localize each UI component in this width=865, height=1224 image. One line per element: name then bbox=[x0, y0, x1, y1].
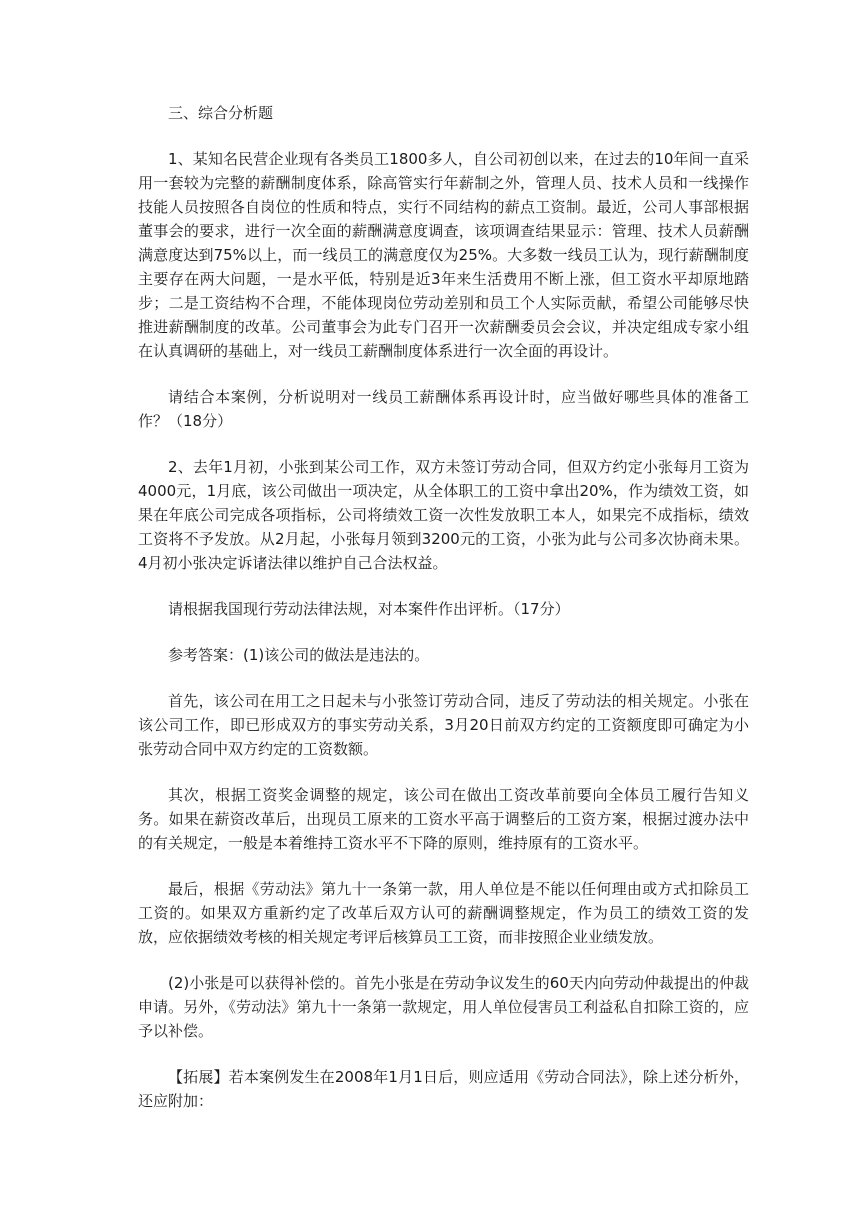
question-1-paragraph: 请结合本案例，分析说明对一线员工薪酬体系再设计时，应当做好哪些具体的准备工作？（18分） bbox=[138, 388, 749, 430]
case-1-paragraph: 1、某知名民营企业现有各类员工1800多人，自公司初创以来，在过去的10年间一直采用一套较为完整的薪酬制度体系，除高管实行年薪制之外，管理人员、技术人员和一线操作技能人员按照各自岗位的性质和特点，实行不同结构的薪点工资制。最近，公司人事部根据董事会的要求，进行一次全面的薪酬满意度调查，该项调查结果显示：管理、技术人员薪酬满意度达到75%以上，而一线员工的满意度仅为25%。大多数一线员工认为，现行薪酬制度主要存在两大问题，一是水平低，特别是近3年来生活费用不断上涨，但工资水平却原地踏步；二是工资结构不合理，不能体现岗位劳动差别和员工个人实际贡献，希望公司能够尽快推进薪酬制度的改革。公司董事会为此专门召开一次薪酬委员会会议，并决定组成专家小组在认真调研的基础上，对一线员工薪酬制度体系进行一次全面的再设计。 bbox=[138, 150, 749, 360]
extension-paragraph: 【拓展】若本案例发生在2008年1月1日后，则应适用《劳动合同法》，除上述分析外，还应附加： bbox=[138, 1068, 749, 1110]
answer-compensation-paragraph: (2)小张是可以获得补偿的。首先小张是在劳动争议发生的60天内向劳动仲裁提出的仲裁申请。另外，《劳动法》第九十一条第一款规定，用人单位侵害员工利益私自扣除工资的，应予以补偿。 bbox=[138, 974, 749, 1040]
question-2-paragraph: 请根据我国现行劳动法律法规，对本案件作出评析。（17分） bbox=[168, 600, 570, 618]
case-2-paragraph: 2、去年1月初，小张到某公司工作，双方未签订劳动合同，但双方约定小张每月工资为4000元，1月底，该公司做出一项决定，从全体职工的工资中拿出20%，作为绩效工资，如果在年底公司完成各项指标，公司将绩效工资一次性发放职工本人，如果完不成指标，绩效工资将不予发放。从2月起，小张每月领到3200元的工资，小张为此与公司多次协商未果。4月初小张决定诉诸法律以维护自己合法权益。 bbox=[138, 458, 749, 572]
answer-second-paragraph: 其次，根据工资奖金调整的规定，该公司在做出工资改革前要向全体员工履行告知义务。如果在薪资改革后，出现员工原来的工资水平高于调整后的工资方案，根据过渡办法中的有关规定，一般是本着维持工资水平不下降的原则，维持原有的工资水平。 bbox=[138, 786, 749, 852]
answer-first-paragraph: 首先，该公司在用工之日起未与小张签订劳动合同，违反了劳动法的相关规定。小张在该公司工作，即已形成双方的事实劳动关系，3月20日前双方约定的工资额度即可确定为小张劳动合同中双方约定的工资数额。 bbox=[138, 692, 749, 758]
answer-last-paragraph: 最后，根据《劳动法》第九十一条第一款，用人单位是不能以任何理由或方式扣除员工工资的。如果双方重新约定了改革后双方认可的薪酬调整规定，作为员工的绩效工资的发放，应依据绩效考核的相关规定考评后核算员工工资，而非按照企业业绩发放。 bbox=[138, 880, 749, 946]
section-title: 三、综合分析题 bbox=[168, 104, 274, 122]
answer-intro-paragraph: 参考答案：(1)该公司的做法是违法的。 bbox=[168, 646, 430, 664]
